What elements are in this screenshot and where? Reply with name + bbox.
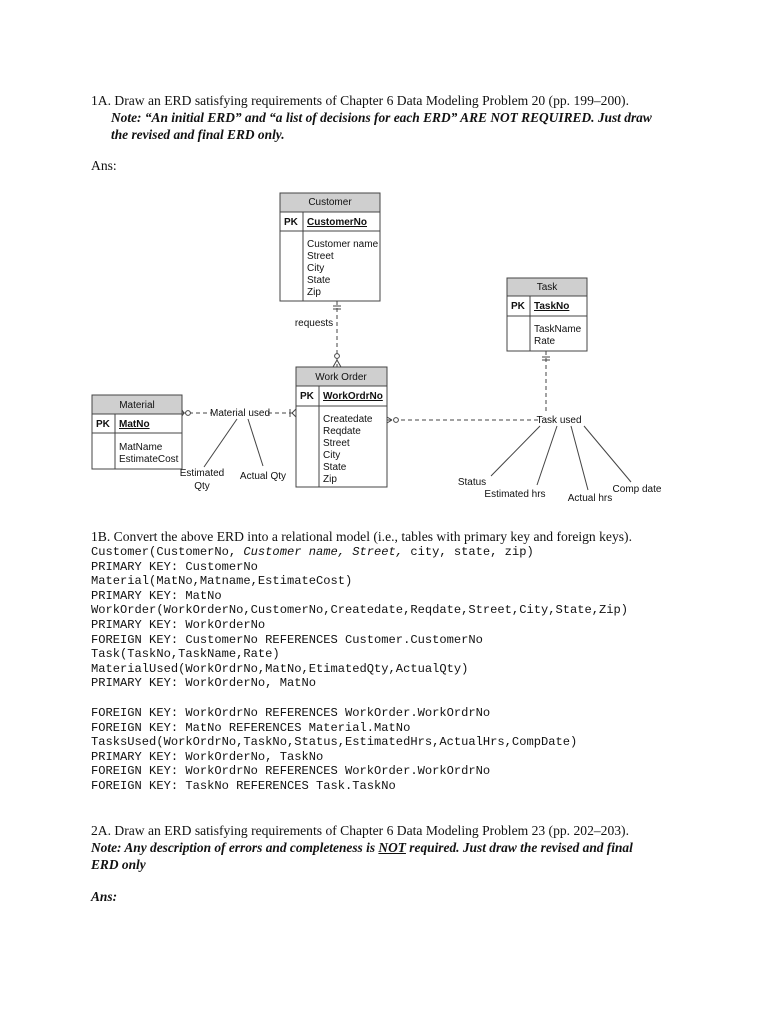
task-pk-field: TaskNo xyxy=(534,301,570,312)
question-1a-note-line1: Note: “An initial ERD” and “a list of decisions for each ERD” ARE NOT REQUIRED. Just draw xyxy=(111,110,652,125)
question-2a-note-line2: ERD only xyxy=(91,857,146,872)
material-used-label: Material used xyxy=(209,408,271,419)
relational-line: FOREIGN KEY: MatNo REFERENCES Material.MatNo xyxy=(91,720,411,735)
answer-label-2a: Ans: xyxy=(91,889,118,904)
task-title: Task xyxy=(536,282,558,293)
actual-qty-label: Actual Qty xyxy=(239,471,287,482)
work-order-pk-field: WorkOrdrNo xyxy=(323,391,383,402)
relational-line: TasksUsed(WorkOrdrNo,TaskNo,Status,EstimatedHrs,ActualHrs,CompDate) xyxy=(91,735,578,750)
customer-attr: City xyxy=(307,263,325,274)
work-order-attr: Reqdate xyxy=(323,426,361,437)
customer-pk-field: CustomerNo xyxy=(307,217,368,228)
customer-pk-tag: PK xyxy=(284,217,298,228)
work-order-attr: Zip xyxy=(323,474,337,485)
estimated-qty-label-line1: Estimated xyxy=(179,468,225,479)
customer-schema-italic: Customer name, Street, xyxy=(243,545,404,559)
work-order-attr: City xyxy=(323,450,341,461)
question-2a-note-line1 xyxy=(91,840,633,856)
question-1a-heading: 1A. Draw an ERD satisfying requirements of Chapter 6 Data Modeling Problem 20 (pp. 199–200). xyxy=(91,93,629,108)
requests-label: requests xyxy=(294,318,334,329)
customer-attr: Zip xyxy=(307,287,321,298)
relational-line: PRIMARY KEY: WorkOrderNo, MatNo xyxy=(91,676,316,691)
relational-line: FOREIGN KEY: CustomerNo REFERENCES Customer.CustomerNo xyxy=(91,632,483,647)
material-pk-tag: PK xyxy=(96,419,110,430)
relationship-task-used xyxy=(387,351,631,490)
customer-schema-suffix: city, state, zip) xyxy=(403,545,534,559)
relational-line: PRIMARY KEY: WorkOrderNo xyxy=(91,618,266,632)
estimated-qty-label-line2: Qty xyxy=(194,481,210,492)
relational-line: Material(MatNo,Matname,EstimateCost) xyxy=(91,574,353,589)
work-order-title: Work Order xyxy=(315,372,367,383)
note-2a-not: NOT xyxy=(378,840,406,855)
relational-line: Task(TaskNo,TaskName,Rate) xyxy=(91,647,280,662)
question-1b-heading: 1B. Convert the above ERD into a relational model (i.e., tables with primary key and foreign keys). xyxy=(91,529,632,544)
material-attr: MatName xyxy=(119,442,163,453)
relational-line: PRIMARY KEY: MatNo xyxy=(91,588,222,603)
relational-line: FOREIGN KEY: WorkOrdrNo REFERENCES WorkOrder.WorkOrdrNo xyxy=(91,706,491,720)
note-2a-post: required. Just draw the revised and final xyxy=(405,840,633,855)
customer-attr: Street xyxy=(307,251,334,262)
material-pk-field: MatNo xyxy=(119,419,150,430)
customer-attr: Customer name xyxy=(307,239,379,250)
work-order-attr: Createdate xyxy=(323,414,373,425)
relationship-requests xyxy=(333,301,341,367)
question-1a-note-line2: the revised and final ERD only. xyxy=(111,127,285,142)
note-2a-pre: Note: Any description of errors and completeness is xyxy=(91,840,379,855)
customer-title: Customer xyxy=(308,197,352,208)
material-attr: EstimateCost xyxy=(119,454,179,465)
work-order-attr: State xyxy=(323,462,347,473)
relational-line: PRIMARY KEY: WorkOrderNo, TaskNo xyxy=(91,749,324,764)
task-pk-tag: PK xyxy=(511,301,525,312)
relational-line: PRIMARY KEY: CustomerNo xyxy=(91,559,258,574)
task-used-label: Task used xyxy=(536,415,582,426)
work-order-attr: Street xyxy=(323,438,350,449)
actual-hrs-label: Actual hrs xyxy=(567,493,613,504)
question-2a-heading: 2A. Draw an ERD satisfying requirements of Chapter 6 Data Modeling Problem 23 (pp. 202–203). xyxy=(91,823,629,838)
work-order-pk-tag: PK xyxy=(300,391,314,402)
estimated-hrs-label: Estimated hrs xyxy=(484,489,546,500)
relational-line: FOREIGN KEY: WorkOrdrNo REFERENCES WorkOrder.WorkOrdrNo xyxy=(91,764,491,779)
relational-line: FOREIGN KEY: TaskNo REFERENCES Task.TaskNo xyxy=(91,779,396,793)
answer-label-1a: Ans: xyxy=(91,158,117,173)
customer-attr: State xyxy=(307,275,331,286)
comp-date-label: Comp date xyxy=(612,484,662,495)
status-label: Status xyxy=(457,477,487,488)
relational-line: WorkOrder(WorkOrderNo,CustomerNo,Createdate,Reqdate,Street,City,State,Zip) xyxy=(91,603,629,618)
customer-schema-prefix: Customer(CustomerNo, xyxy=(91,545,244,559)
relational-line: MaterialUsed(WorkOrdrNo,MatNo,EtimatedQty,ActualQty) xyxy=(91,661,469,676)
relational-customer-line xyxy=(91,545,534,559)
task-attr: Rate xyxy=(534,336,556,347)
task-attr: TaskName xyxy=(534,324,582,335)
material-title: Material xyxy=(119,400,155,411)
